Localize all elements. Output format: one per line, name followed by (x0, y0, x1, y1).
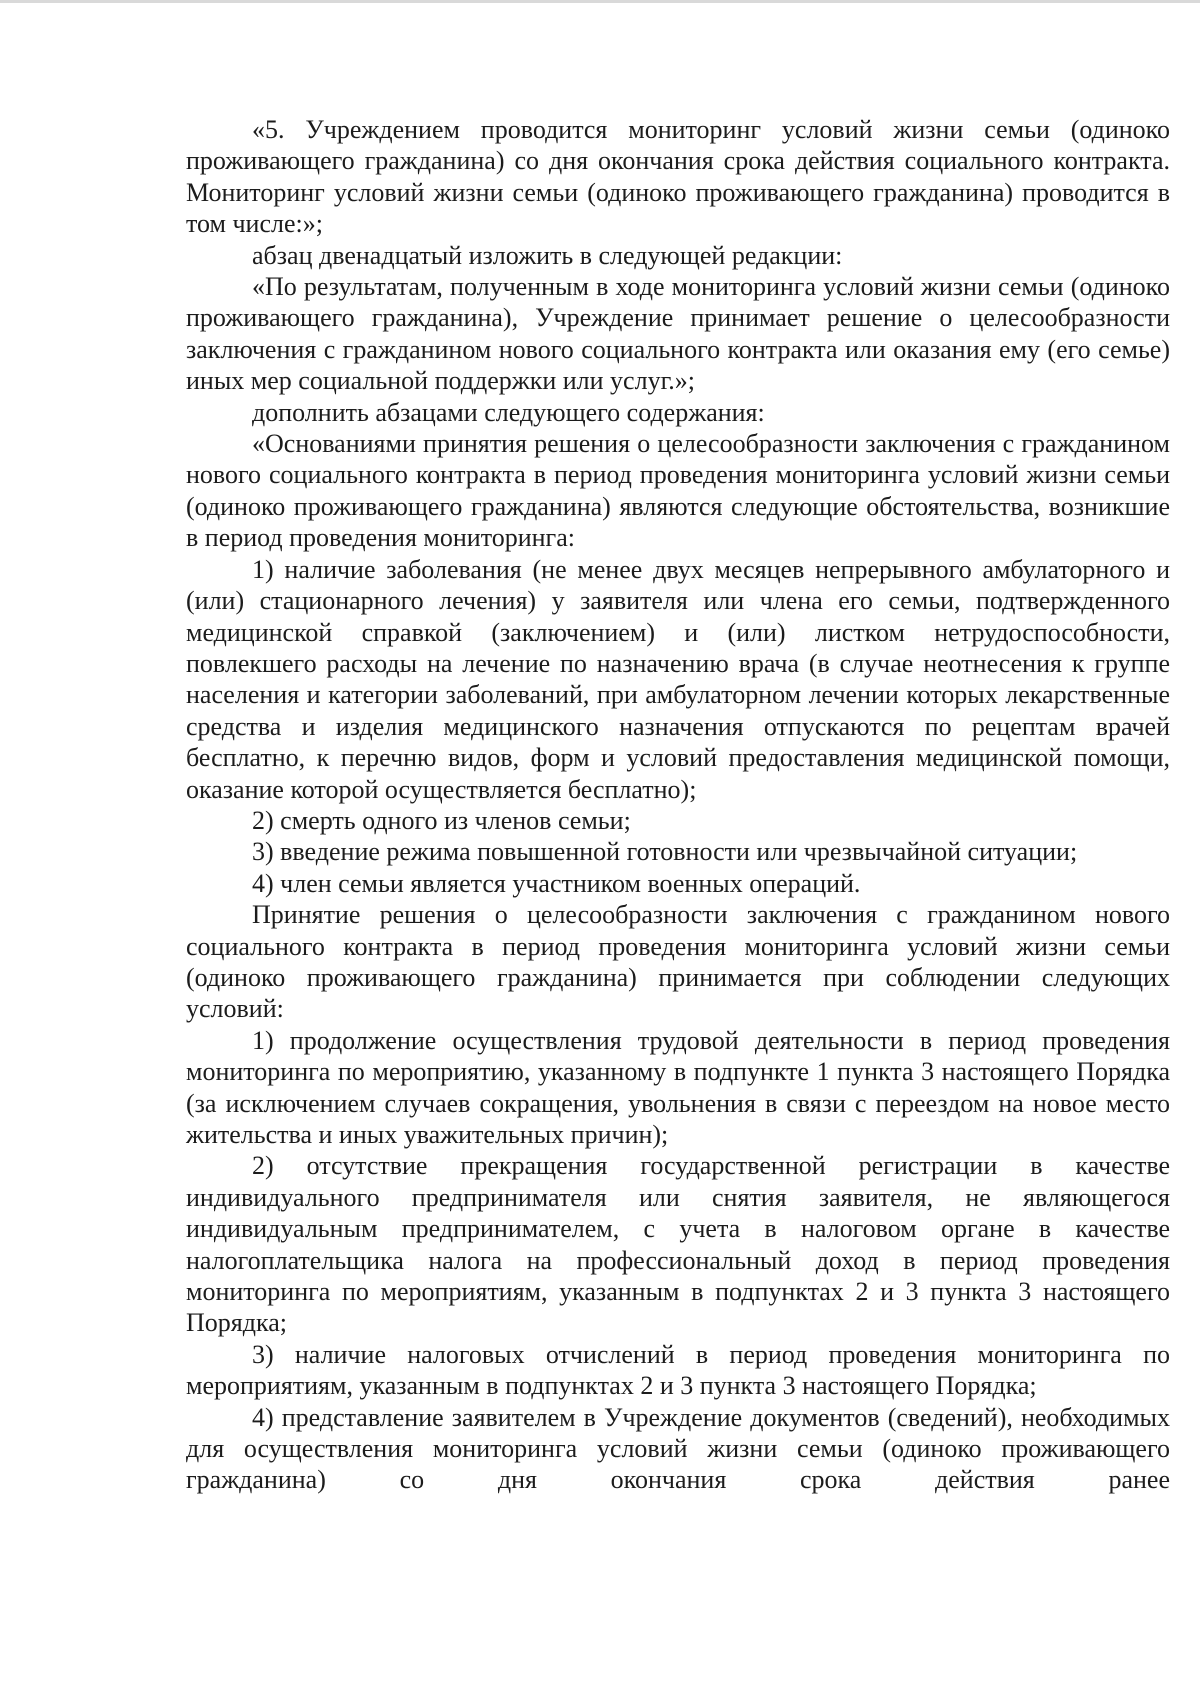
list-item-ground-4: 4) член семьи является участником военных операций. (252, 868, 861, 898)
page-top-edge (0, 0, 1200, 3)
paragraph-add-abzatsy: дополнить абзацами следующего содержания: (252, 397, 765, 427)
document-body (186, 114, 1170, 1496)
list-item-condition-3: 3) наличие налоговых отчислений в период проведения мониторинга по мероприятиям, указанным в подпунктах 2 и 3 пункта 3 настоящего Порядка; (186, 1339, 1170, 1401)
paragraph-monitoring-results: «По результатам, полученным в ходе мониторинга условий жизни семьи (одиноко проживающего гражданина), Учреждение принимает решение о целесообразности заключения с гражданином нового социального контракта или оказания ему (его семье) иных мер социальной поддержки или услуг.»; (186, 272, 1170, 396)
list-item-condition-1: 1) продолжение осуществления трудовой деятельности в период проведения мониторинга по мероприятию, указанному в подпункте 1 пункта 3 настоящего Порядка (за исключением случаев сокращения, увольнения в связи с переездом на новое место жительства и иных уважительных причин); (186, 1025, 1170, 1149)
list-item-condition-4: 4) представление заявителем в Учреждение документов (сведений), необходимых для осуществления мониторинга условий жизни семьи (одиноко проживающего гражданина) со дня окончания срока действия ранее (186, 1402, 1170, 1495)
list-item-ground-3: 3) введение режима повышенной готовности или чрезвычайной ситуации; (252, 837, 1078, 867)
paragraph-conditions-intro: Принятие решения о целесообразности заключения с гражданином нового социального контракта в период проведения мониторинга условий жизни семьи (одиноко проживающего гражданина) принимается при соблюдении следующих условий: (186, 900, 1170, 1024)
list-item-ground-1: 1) наличие заболевания (не менее двух месяцев непрерывного амбулаторного и (или) стационарного лечения) у заявителя или члена его семьи, подтвержденного медицинской справкой (заключением) и (или) листком нетрудоспособности, повлекшего расходы на лечение по назначению врача (в случае неотнесения к группе населения и категории заболеваний, при амбулаторном лечении которых лекарственные средства и изделия медицинского назначения отпускаются по рецептам врачей бесплатно, к перечню видов, форм и условий предоставления медицинской помощи, оказание которой осуществляется бесплатно); (186, 554, 1170, 804)
paragraph-grounds-intro: «Основаниями принятия решения о целесообразности заключения с гражданином нового социального контракта в период проведения мониторинга условий жизни семьи (одиноко проживающего гражданина) являются следующие обстоятельства, возникшие в период проведения мониторинга: (186, 429, 1170, 553)
list-item-ground-2: 2) смерть одного из членов семьи; (252, 805, 631, 835)
paragraph-item-5-monitoring: «5. Учреждением проводится мониторинг условий жизни семьи (одиноко проживающего гражданина) со дня окончания срока действия социального контракта. Мониторинг условий жизни семьи (одиноко проживающего гражданина) проводится в том числе:»; (186, 115, 1170, 239)
paragraph-amend-abzats-12: абзац двенадцатый изложить в следующей редакции: (252, 240, 843, 270)
list-item-condition-2: 2) отсутствие прекращения государственной регистрации в качестве индивидуального предпринимателя или снятия заявителя, не являющегося индивидуальным предпринимателем, с учета в налоговом органе в качестве налогоплательщика налога на профессиональный доход в период проведения мониторинга по мероприятиям, указанным в подпунктах 2 и 3 пункта 3 настоящего Порядка; (186, 1151, 1170, 1338)
